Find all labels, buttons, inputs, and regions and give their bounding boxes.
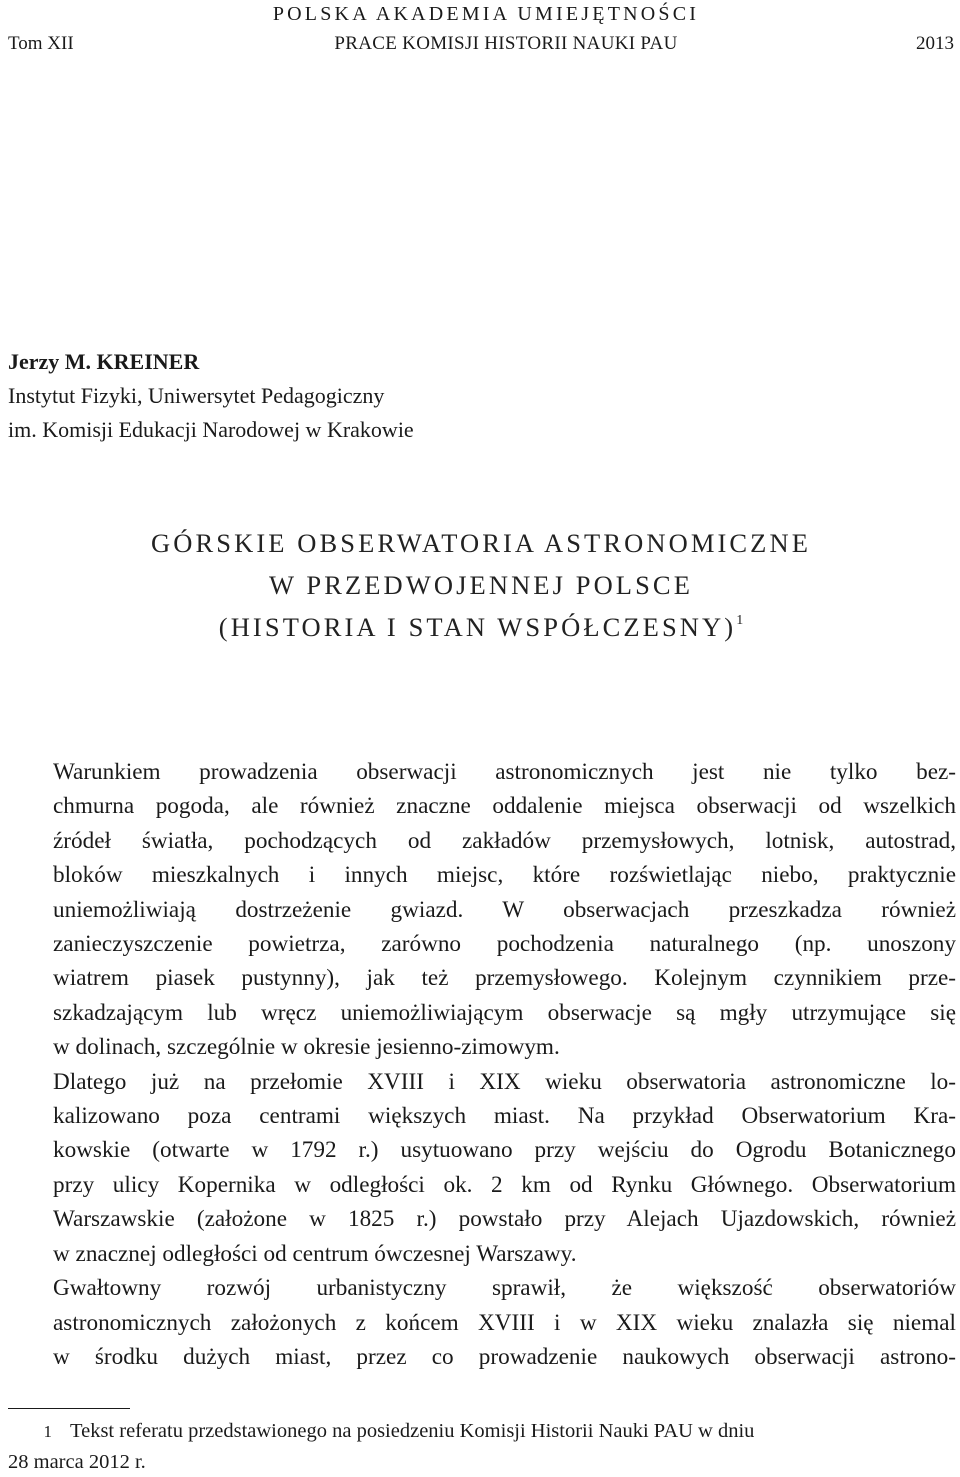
body-line: wiatrem piasek pustynny), jak też przemysłowego. Kolejnym czynnikiem prze- [53,965,956,992]
body-line: Warunkiem prowadzenia obserwacji astronomicznych jest nie tylko bez- [53,759,956,785]
body-line: uniemożliwiają dostrzeżenie gwiazd. W obserwacjach przeszkadza również [53,896,956,923]
series-title: PRACE KOMISJI HISTORII NAUKI PAU [334,33,678,54]
body-line: Gwałtowny rozwój urbanistyczny sprawił, że większość obserwatoriów [53,1275,956,1302]
article-title [8,522,954,648]
year-label: 2013 [916,33,954,54]
body-line: szkadzającym lub wręcz uniemożliwiającym obserwacje są mgły utrzymujące się [53,999,956,1026]
body-line: kowskie (otwarte w 1792 r.) usytuowano przy wejściu do Ogrodu Botanicznego [53,1137,956,1164]
body-line: w dolinach, szczególnie w okresie jesienno-zimowym. [53,1034,560,1061]
paragraph-3 [8,1271,956,1374]
footnote [8,1416,956,1477]
title-line-3 [8,606,954,648]
paragraph-2 [8,1065,956,1271]
body-line: Warszawskie (założone w 1825 r.) powstało przy Alejach Ujazdowskich, również [53,1206,956,1233]
author-block [8,345,414,447]
footnote-line-2: 28 marca 2012 r. [8,1451,146,1473]
body-line: astronomicznych założonych z końcem XVIII i w XIX wieku znalazła się niemal [53,1309,956,1336]
article-body [8,755,956,1374]
body-line: bloków mieszkalnych i innych miejsc, które rozświetlając niebo, praktycznie [53,862,956,889]
header-row [8,32,954,56]
author-name: Jerzy M. KREINER [8,349,200,374]
footnote-divider [8,1408,130,1409]
title-line-1: GÓRSKIE OBSERWATORIA ASTRONOMICZNE [151,528,811,558]
body-line: kalizowano poza centrami większych miast. Na przykład Obserwatorium Kra- [53,1103,956,1130]
body-line: przy ulicy Kopernika w odległości ok. 2 km od Rynku Głównego. Obserwatorium [53,1171,956,1198]
body-line: w znacznej odległości od centrum ówczesnej Warszawy. [53,1240,577,1267]
affiliation-line-2: im. Komisji Edukacji Narodowej w Krakowie [8,417,414,442]
affiliation-line-1: Instytut Fizyki, Uniwersytet Pedagogiczny [8,383,385,408]
body-line: w środku dużych miast, przez co prowadzenie naukowych obserwacji astrono- [53,1343,956,1370]
body-line: zanieczyszczenie powietrza, zarówno pochodzenia naturalnego (np. unoszony [53,931,956,958]
title-footnote-mark: 1 [736,613,744,628]
volume-label: Tom XII [8,33,74,54]
academy-name: POLSKA AKADEMIA UMIEJĘTNOŚCI [272,3,700,25]
body-line: chmurna pogoda, ale również znaczne oddalenie miejsca obserwacji od wszelkich [53,793,956,820]
body-line: źródeł światła, pochodzących od zakładów przemysłowych, lotnisk, autostrad, [53,827,956,854]
footnote-text-1: Tekst referatu przedstawionego na posiedzeniu Komisji Historii Nauki PAU w dniu [70,1420,755,1442]
title-line-2: W PRZEDWOJENNEJ POLSCE [269,570,693,600]
footnote-line-1 [8,1416,956,1447]
footnote-number: 1 [43,1422,52,1441]
body-line: Dlatego już na przełomie XVIII i XIX wieku obserwatoria astronomiczne lo- [53,1068,956,1095]
paragraph-1 [8,755,956,1065]
title-line-3-text: (HISTORIA I STAN WSPÓŁCZESNY) [218,612,737,642]
